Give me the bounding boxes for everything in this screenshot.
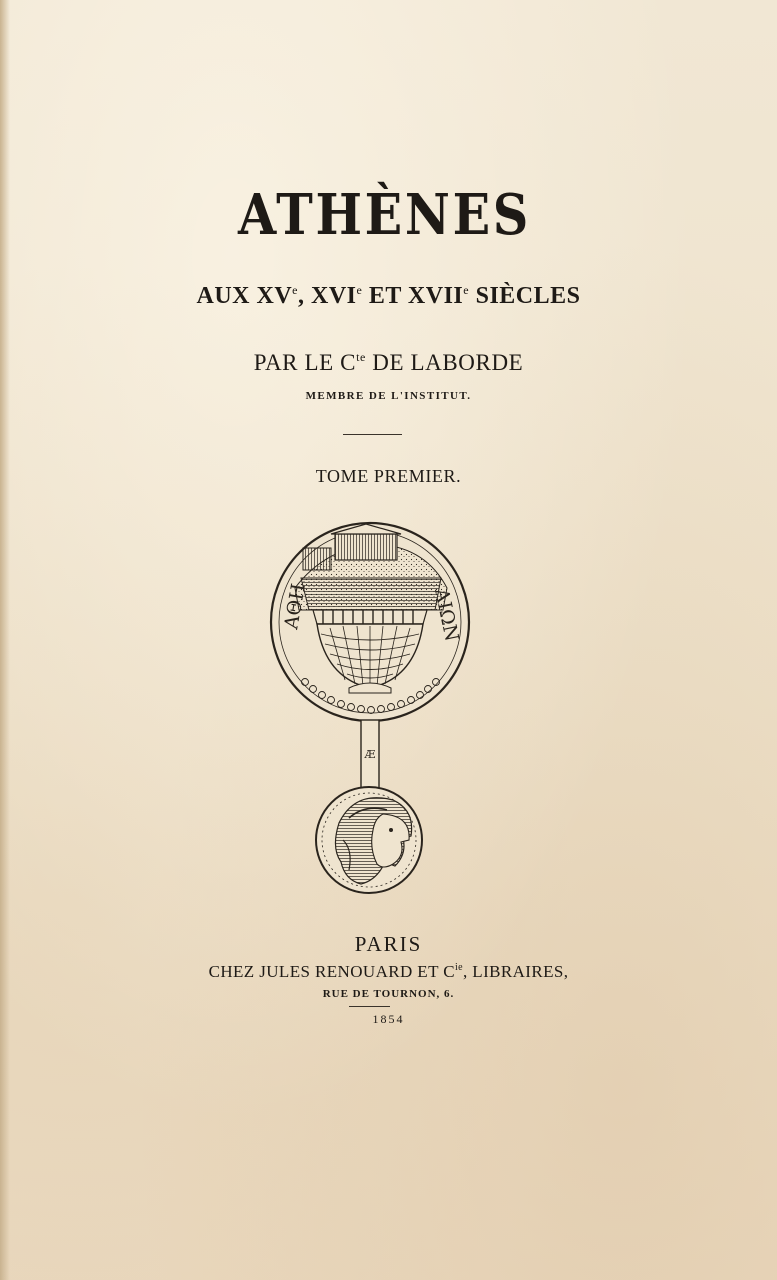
author-tail: DE LABORDE — [365, 350, 524, 375]
author-membership: MEMBRE DE L'INSTITUT. — [305, 390, 472, 402]
subtitle-tail: SIÈCLES — [469, 283, 581, 309]
volume-label: TOME PREMIER. — [315, 466, 462, 486]
imprint-address: RUE DE TOURNON, 6. — [322, 988, 455, 1000]
publisher-lead: CHEZ JULES RENOUARD ET C — [208, 962, 455, 981]
coin-legend-left: ΑΘΗ — [280, 581, 310, 631]
book-subtitle — [0, 283, 777, 310]
imprint-city: PARIS — [354, 932, 423, 956]
coin-legend-right: ΑΙΩΝ — [430, 586, 463, 644]
author-lead: PAR LE C — [253, 350, 357, 375]
page-edge-shadow — [0, 0, 10, 1280]
author-line — [0, 350, 777, 376]
imprint-year: 1854 — [372, 1012, 405, 1026]
subtitle-mid-1: , XVI — [298, 283, 357, 309]
subtitle-sup-3: e — [463, 283, 470, 297]
subtitle-mid-2: ET XVII — [362, 283, 464, 309]
publisher-sup: ie — [454, 962, 463, 973]
subtitle-sup-2: e — [356, 283, 363, 297]
separator-rule — [343, 434, 402, 435]
publisher-tail: , LIBRAIRES, — [463, 962, 569, 981]
book-title: ATHÈNES — [237, 182, 532, 248]
imprint-publisher — [0, 962, 777, 982]
author-sup: te — [356, 350, 366, 364]
metal-mark: Æ — [364, 748, 376, 761]
year-rule — [349, 1006, 390, 1007]
subtitle-sup-1: e — [292, 283, 298, 297]
coin-illustration — [265, 518, 475, 903]
small-coin — [316, 787, 422, 893]
subtitle-lead: AUX XV — [196, 283, 293, 309]
large-coin — [271, 523, 469, 721]
